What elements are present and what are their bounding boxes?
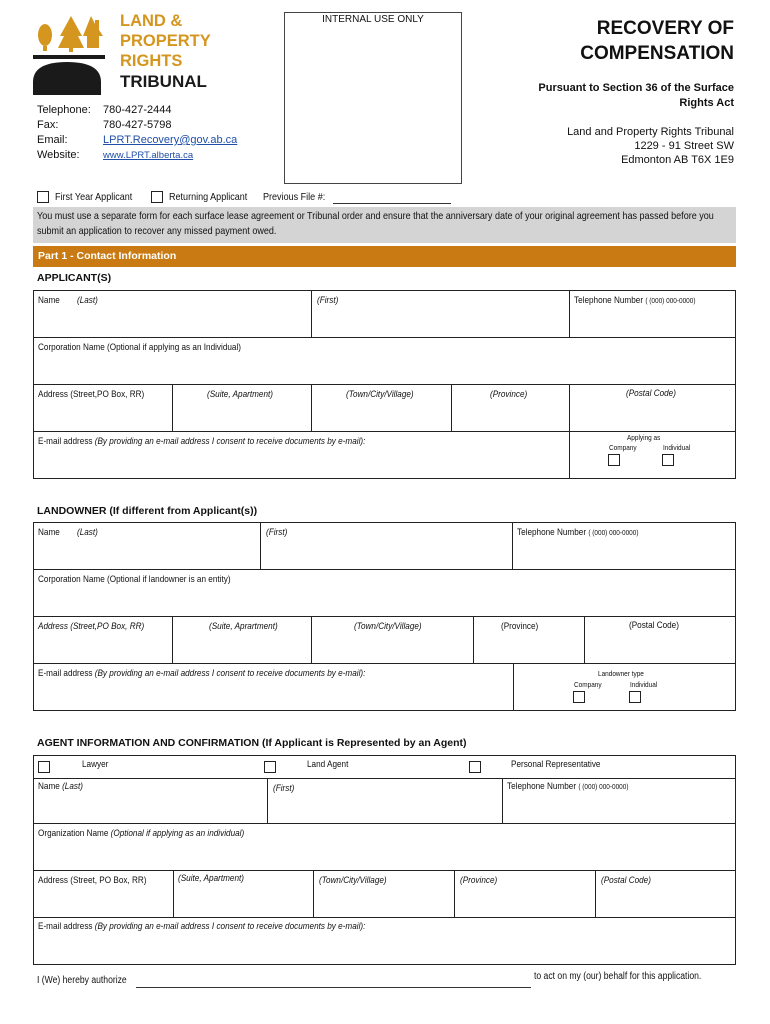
- agent-heading-note: (If Applicant is Represented by an Agent): [261, 737, 467, 749]
- internal-use-box: [284, 12, 462, 184]
- fax-label: Fax:: [37, 119, 59, 131]
- landowner-email-field[interactable]: [33, 663, 514, 711]
- landowner-email-note: (By providing an e-mail address I consent to receive documents by e-mail):: [94, 668, 366, 679]
- previous-file-input[interactable]: [333, 203, 451, 204]
- logo-line-2: PROPERTY: [120, 32, 211, 50]
- landowner-type-box: [513, 663, 736, 711]
- agent-name-last-field[interactable]: [33, 778, 268, 824]
- agent-town-field[interactable]: [313, 870, 455, 918]
- personal-rep-label: Personal Representative: [511, 759, 601, 770]
- first-year-checkbox[interactable]: [37, 191, 49, 203]
- agent-postal-field[interactable]: [595, 870, 736, 918]
- logo-line-1: LAND &: [120, 12, 183, 30]
- applying-as-label: Applying as: [627, 433, 661, 442]
- email-link[interactable]: LPRT.Recovery@gov.ab.ca: [103, 134, 238, 146]
- landowner-company-checkbox[interactable]: [573, 691, 585, 703]
- agent-name-label: Name: [38, 781, 60, 792]
- logo-line-4: TRIBUNAL: [120, 72, 207, 91]
- landowner-email-label: E-mail address: [38, 668, 93, 679]
- agent-email-note: (By providing an e-mail address I consent to receive documents by e-mail):: [94, 921, 366, 932]
- land-agent-checkbox[interactable]: [264, 761, 276, 773]
- agent-province-label: (Province): [460, 875, 498, 886]
- agent-email-label: E-mail address: [38, 921, 93, 932]
- telephone-label: Telephone:: [37, 104, 91, 116]
- email-label: Email:: [37, 134, 68, 146]
- authorize-suffix: to act on my (our) behalf for this application.: [534, 971, 702, 982]
- landowner-address-label: Address (Street,PO Box, RR): [38, 621, 145, 632]
- notice-banner: [33, 207, 736, 243]
- applicant-address-label: Address (Street,PO Box, RR): [38, 389, 145, 400]
- landowner-name-label: Name: [38, 527, 60, 538]
- landowner-town-field[interactable]: [311, 616, 474, 664]
- agent-name-first-field[interactable]: [267, 778, 503, 824]
- applicant-telephone-label: [574, 295, 696, 306]
- applicant-email-label-row: [38, 436, 365, 447]
- applicant-province-label: (Province): [490, 389, 528, 400]
- agent-telephone-field[interactable]: [502, 778, 736, 824]
- landowner-type-company-label: Company: [574, 680, 602, 689]
- agent-last-label: (Last): [62, 781, 83, 792]
- applicant-email-field[interactable]: [33, 431, 570, 479]
- tribunal-address-line1: Land and Property Rights Tribunal: [567, 126, 734, 138]
- applicant-town-field[interactable]: [311, 384, 452, 432]
- authorize-name-input[interactable]: [136, 987, 531, 988]
- applicant-email-label: E-mail address: [38, 436, 93, 447]
- landowner-telephone-text: Telephone Number: [517, 527, 587, 538]
- applicant-town-label: (Town/City/Village): [346, 389, 414, 400]
- agent-organization-label-row: [38, 828, 244, 839]
- tribunal-address-line2: 1229 - 91 Street SW: [634, 140, 734, 152]
- agent-postal-label: (Postal Code): [601, 875, 651, 886]
- website-label: Website:: [37, 149, 80, 161]
- landowner-individual-checkbox[interactable]: [629, 691, 641, 703]
- previous-file-label: Previous File #:: [263, 191, 326, 203]
- agent-type-row: [33, 755, 736, 779]
- landowner-name-first-field[interactable]: [260, 522, 513, 570]
- agent-address-label: Address (Street, PO Box, RR): [38, 875, 147, 886]
- landowner-telephone-format: ( (000) 000-0000): [588, 528, 639, 537]
- pursuant-line1: Pursuant to Section 36 of the Surface: [538, 82, 734, 94]
- agent-email-label-row: [38, 921, 365, 932]
- agent-town-label: (Town/City/Village): [319, 875, 387, 886]
- form-title-line2: COMPENSATION: [580, 43, 734, 64]
- landowner-postal-label: (Postal Code): [629, 620, 679, 631]
- applying-as-individual-checkbox[interactable]: [662, 454, 674, 466]
- pursuant-line2: Rights Act: [679, 97, 734, 109]
- notice-text: You must use a separate form for each surface lease agreement or Tribunal order and ensure that the anniversary date of your original agreement has passed before you submit an application to recover any missed payment owed.: [37, 210, 714, 237]
- applicant-applying-as-box: [569, 431, 736, 479]
- landowner-type-individual-label: Individual: [630, 680, 658, 689]
- applicant-corporation-field[interactable]: [33, 337, 736, 385]
- applicant-last-label: (Last): [77, 295, 98, 306]
- agent-heading: AGENT INFORMATION AND CONFIRMATION: [37, 737, 260, 749]
- applying-as-individual-label: Individual: [663, 443, 691, 452]
- part1-header-bar: [33, 246, 736, 267]
- landowner-province-field[interactable]: [473, 616, 585, 664]
- agent-telephone-text: Telephone Number: [507, 781, 577, 792]
- applicant-email-note: (By providing an e-mail address I consent to receive documents by e-mail):: [94, 436, 366, 447]
- landowner-province-label: (Province): [501, 621, 539, 632]
- landowner-corporation-field[interactable]: [33, 569, 736, 617]
- landowner-town-label: (Town/City/Village): [354, 621, 422, 632]
- agent-telephone-format: ( (000) 000-0000): [578, 782, 629, 791]
- applicant-telephone-format: ( (000) 000-0000): [645, 296, 696, 305]
- authorize-prefix: I (We) hereby authorize: [37, 975, 127, 986]
- landowner-email-label-row: [38, 668, 365, 679]
- landowner-suite-field[interactable]: [172, 616, 312, 664]
- agent-organization-label: Organization Name: [38, 828, 109, 839]
- landowner-type-label: Landowner type: [598, 669, 644, 678]
- internal-use-label: INTERNAL USE ONLY: [322, 14, 424, 25]
- agent-organization-note: (Optional if applying as an individual): [110, 828, 245, 839]
- landowner-telephone-label: [517, 527, 639, 538]
- agent-email-field[interactable]: [33, 917, 736, 965]
- lawyer-checkbox[interactable]: [38, 761, 50, 773]
- applicant-telephone-text: Telephone Number: [574, 295, 644, 306]
- website-link[interactable]: www.LPRT.alberta.ca: [103, 150, 194, 161]
- fax-value: 780-427-5798: [103, 119, 172, 131]
- applicant-name-first-field[interactable]: [311, 290, 570, 338]
- applicant-postal-field[interactable]: [569, 384, 736, 432]
- agent-name-label-row: [38, 781, 83, 792]
- agent-province-field[interactable]: [454, 870, 596, 918]
- applicant-name-last-field[interactable]: [33, 290, 312, 338]
- agent-address-field[interactable]: [33, 870, 174, 918]
- landowner-address-field[interactable]: [33, 616, 173, 664]
- agent-suite-field[interactable]: [173, 870, 314, 918]
- applicant-postal-label: (Postal Code): [626, 388, 676, 399]
- returning-label: Returning Applicant: [169, 191, 248, 203]
- telephone-value: 780-427-2444: [103, 104, 172, 116]
- applying-as-company-checkbox[interactable]: [608, 454, 620, 466]
- landowner-telephone-field[interactable]: [512, 522, 736, 570]
- first-year-label: First Year Applicant: [55, 191, 133, 203]
- land-agent-label: Land Agent: [307, 759, 349, 770]
- form-title-line1: RECOVERY OF: [596, 18, 734, 39]
- logo-line-3: RIGHTS: [120, 52, 183, 70]
- landowner-heading: LANDOWNER (If different from Applicant(s)): [37, 505, 258, 517]
- agent-first-label: (First): [273, 783, 295, 794]
- agent-telephone-label: [507, 781, 629, 792]
- applicant-suite-label: (Suite, Apartment): [207, 389, 273, 400]
- agent-organization-field[interactable]: [33, 823, 736, 871]
- logo: [33, 10, 223, 95]
- applicant-first-label: (First): [317, 295, 339, 306]
- applicant-name-label: Name: [38, 295, 60, 306]
- applicant-telephone-field[interactable]: [569, 290, 736, 338]
- applicant-address-field[interactable]: [33, 384, 173, 432]
- applicant-province-field[interactable]: [451, 384, 570, 432]
- landowner-last-label: (Last): [77, 527, 98, 538]
- tribunal-address-line3: Edmonton AB T6X 1E9: [621, 154, 734, 166]
- applicant-corporation-label: Corporation Name (Optional if applying as an Individual): [38, 342, 242, 353]
- part1-title: Part 1 - Contact Information: [38, 250, 177, 262]
- agent-heading-row: [37, 737, 467, 749]
- applicants-heading: APPLICANT(S): [37, 272, 112, 284]
- landowner-first-label: (First): [266, 527, 288, 538]
- applying-as-company-label: Company: [609, 443, 637, 452]
- tribunal-logo-icon: [33, 10, 113, 95]
- personal-rep-checkbox[interactable]: [469, 761, 481, 773]
- landowner-corporation-label: Corporation Name (Optional if landowner is an entity): [38, 574, 231, 585]
- returning-checkbox[interactable]: [151, 191, 163, 203]
- landowner-postal-field[interactable]: [584, 616, 736, 664]
- applicant-suite-field[interactable]: [172, 384, 312, 432]
- landowner-suite-label: (Suite, Aprartment): [209, 621, 278, 632]
- lawyer-label: Lawyer: [82, 759, 109, 770]
- agent-suite-label: (Suite, Apartment): [178, 873, 244, 884]
- landowner-name-last-field[interactable]: [33, 522, 261, 570]
